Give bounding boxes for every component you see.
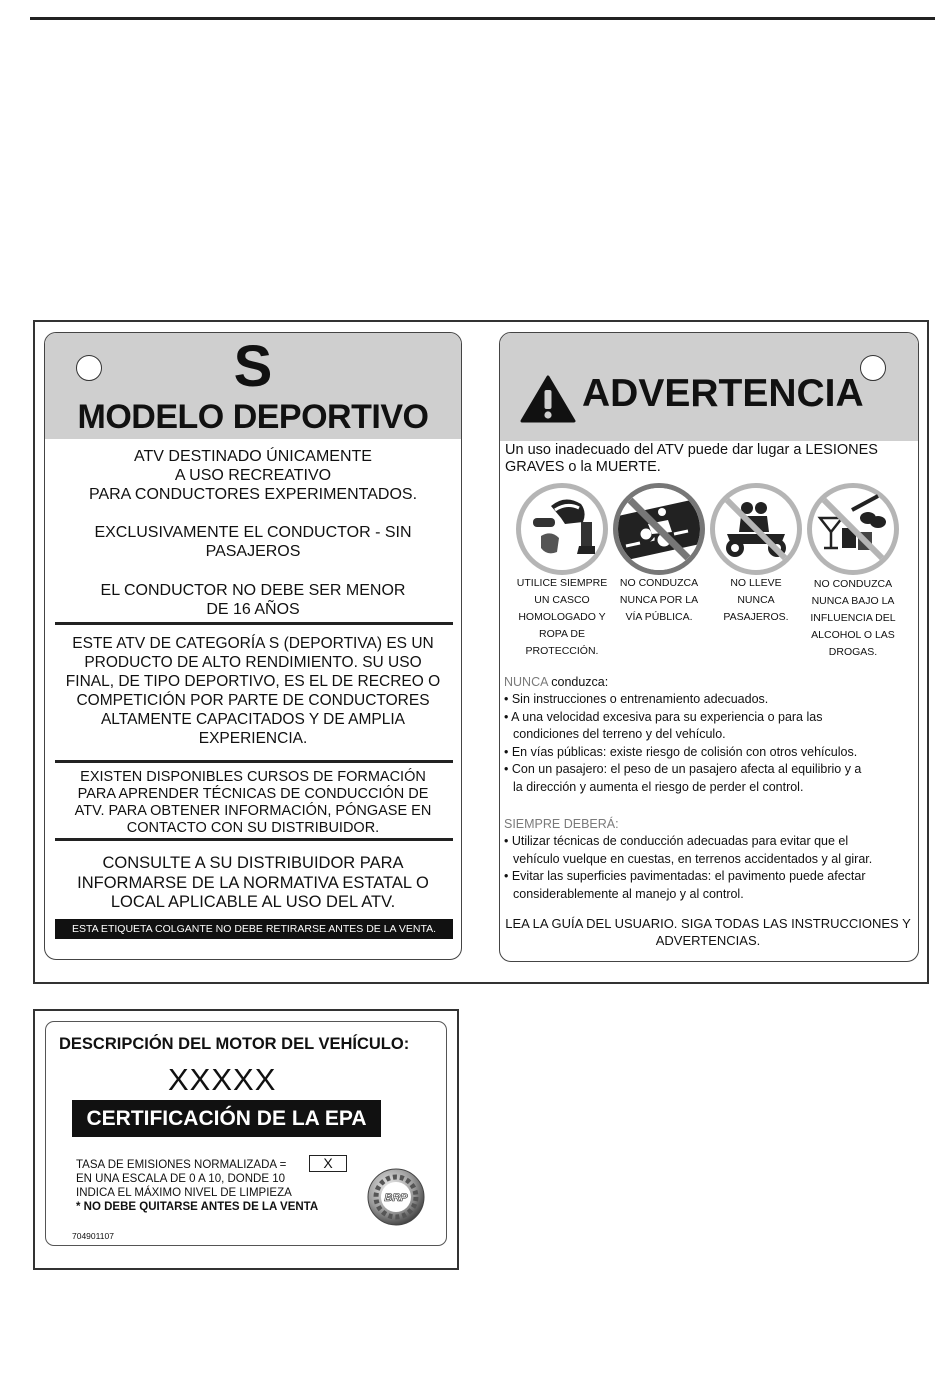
divider [55, 760, 453, 763]
no-alcohol-drugs-icon [807, 483, 899, 575]
brp-logo-text: BRP [384, 1192, 408, 1204]
category-description-text: ESTE ATV DE CATEGORÍA S (DEPORTIVA) ES UN PRODUCTO DE ALTO RENDIMIENTO. SU USO FINAL, DE TIPO DEPORTIVO, ES EL DE RECREO O COMPETICIÓN POR PARTE DE CONDUCTORES ALTAMENTE CAPACITADOS Y DE AMPLIA EXPERIENCIA. [65, 635, 441, 747]
list-item: • Utilizar técnicas de conducción adecuadas para evitar que el vehículo vuelque en cuestas, en terrenos accidentados y al girar. [504, 834, 873, 866]
tag-removal-notice: ESTA ETIQUETA COLGANTE NO DEBE RETIRARSE ANTES DE LA VENTA. [55, 919, 453, 939]
never-heading: NUNCA conduzca: [504, 675, 609, 689]
list-item: • Evitar las superficies pavimentadas: el pavimento puede afectar considerablemente al manejo y al control. [504, 869, 866, 901]
list-item: • Sin instrucciones o entrenamiento adecuados. [504, 692, 769, 706]
never-list [504, 691, 904, 796]
emission-rate-text: TASA DE EMISIONES NORMALIZADA = [76, 1159, 287, 1171]
read-guide-footer: LEA LA GUÍA DEL USUARIO. SIGA TODAS LAS INSTRUCCIONES Y ADVERTENCIAS. [505, 916, 911, 948]
sport-model-tag [44, 332, 462, 960]
sport-tag-title: MODELO DEPORTIVO [77, 398, 429, 436]
no-public-road-icon [613, 483, 705, 575]
engine-code: XXXXX [168, 1062, 277, 1097]
helmet-gear-icon [516, 483, 608, 575]
no-passengers-icon [710, 483, 802, 575]
epa-certification-banner: CERTIFICACIÓN DE LA EPA [72, 1100, 381, 1137]
brp-logo-icon [366, 1167, 426, 1227]
engine-description-title: DESCRIPCIÓN DEL MOTOR DEL VEHÍCULO: [59, 1035, 410, 1053]
always-list [504, 833, 904, 903]
do-not-remove-text: * NO DEBE QUITARSE ANTES DE LA VENTA [76, 1201, 319, 1213]
part-number: 704901107 [72, 1231, 114, 1241]
list-item: • Con un pasajero: el peso de un pasajero afecta al equilibrio y a la dirección y aumenta el riesgo de perder el control. [504, 762, 862, 794]
warning-triangle-icon [520, 375, 576, 423]
emission-scale-text: EN UNA ESCALA DE 0 A 10, DONDE 10 [76, 1173, 286, 1185]
emission-rate-value: X [309, 1155, 347, 1172]
warning-tag [499, 332, 919, 962]
hang-hole [860, 355, 886, 381]
list-item: • A una velocidad excesiva para su experiencia o para las condiciones del terreno y del vehículo. [504, 709, 823, 741]
warning-title: ADVERTENCIA [582, 372, 864, 415]
pictogram-caption-road: NO CONDUZCA NUNCA POR LA VÍA PÚBLICA. [619, 577, 699, 623]
warning-intro: Un uso inadecuado del ATV puede dar lugar a LESIONES GRAVES o la MUERTE. [505, 442, 878, 475]
recreational-use-text: ATV DESTINADO ÚNICAMENTE A USO RECREATIVO PARA CONDUCTORES EXPERIMENTADOS. [88, 448, 418, 503]
minimum-age-text: EL CONDUCTOR NO DEBE SER MENOR DE 16 AÑOS [100, 582, 406, 618]
list-item: • En vías públicas: existe riesgo de colisión con otros vehículos. [504, 744, 858, 759]
divider [55, 622, 453, 625]
pictogram-caption-passengers: NO LLEVE NUNCA PASAJEROS. [723, 577, 789, 623]
emission-scale-text: INDICA EL MÁXIMO NIVEL DE LIMPIEZA [76, 1187, 292, 1199]
epa-label [45, 1021, 447, 1246]
no-passengers-text: EXCLUSIVAMENTE EL CONDUCTOR - SIN PASAJEROS [94, 524, 412, 560]
top-rule [30, 17, 935, 20]
pictogram-caption-alcohol: NO CONDUZCA NUNCA BAJO LA INFLUENCIA DEL ALCOHOL O LAS DROGAS. [810, 578, 896, 658]
always-heading: SIEMPRE DEBERÁ: [504, 817, 619, 831]
consult-dealer-text: CONSULTE A SU DISTRIBUIDOR PARA INFORMARSE DE LA NORMATIVA ESTATAL O LOCAL APLICABLE AL USO DEL ATV. [77, 854, 429, 911]
category-letter: S [233, 334, 273, 399]
pictogram-caption-helmet: UTILICE SIEMPRE UN CASCO HOMOLOGADO Y ROPA DE PROTECCIÓN. [516, 577, 608, 657]
training-courses-text: EXISTEN DISPONIBLES CURSOS DE FORMACIÓN PARA APRENDER TÉCNICAS DE CONDUCCIÓN DE ATV. PARA OBTENER INFORMACIÓN, PÓNGASE EN CONTACTO CON SU DISTRIBUIDOR. [74, 769, 432, 836]
divider [55, 838, 453, 841]
